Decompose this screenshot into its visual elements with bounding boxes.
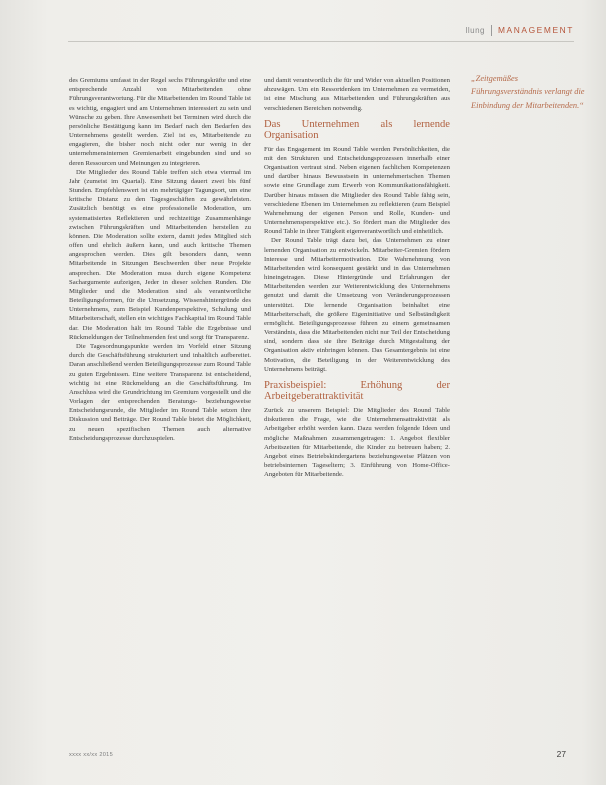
section-heading: Das Unternehmen als lernende Organisation	[264, 118, 450, 142]
page-number: 27	[556, 749, 566, 759]
header-section-title: MANAGEMENT	[497, 25, 574, 35]
body-paragraph: Zurück zu unserem Beispiel: Die Mitglieder des Round Table diskutieren die Frage, wie die Unternehmensattraktivität als Arbeitgeber erhöht werden kann. Dazu werden folgende Ideen und mögliche Maßnahmen zusammengetragen: 1. Angebot flexibler Arbeitszeiten für Mitarbeitende, die Kinder zu betreuen haben; 2. Angebot eines Betriebskindergartens beziehungsweise Plätzen von betriebsinternen Tageseltern; 3. Einführung von Home-Office-Angeboten für Mitarbeitende.	[264, 406, 450, 479]
header-ref: llung	[465, 25, 485, 35]
body-paragraph: und damit verantwortlich die für und Wider von aktuellen Positionen abzuwägen. Um ein Ressortdenken im Unternehmen zu vermeiden, ist eine Mischung aus Mitarbeitenden und Führungskräften aus verschiedenen Bereichen notwendig.	[264, 77, 450, 112]
section-heading: Praxisbeispiel: Erhöhung der Arbeitgeberattraktivität	[264, 379, 450, 403]
body-paragraph: Die Tagesordnungspunkte werden im Vorfeld einer Sitzung durch die Geschäftsführung strukturiert und inhaltlich aufbereitet. Daran anschließend werden Beteiligungsprozesse zum Round Table zu guten Ergebnissen. Eine weitere Transparenz ist entscheidend, wichtig ist eine Rückmeldung an die Geschäftsführung. Im Anschluss wird die Grundrichtung im Gremium vorgestellt und die Vorlagen der entsprechenden Beratungs- beziehungsweise Entscheidungsrunde, die Mitglieder im Round Table setzen ihre Diskussion und Beiträge. Der Round Table bietet die Möglichkeit, zu neuen spezifischen Themen auch alternative Entscheidungsprozesse durchzuspielen.	[69, 342, 251, 442]
right-column	[264, 76, 450, 479]
body-paragraph: Die Mitglieder des Round Table treffen sich etwa viermal im Jahr (zumeist im Quartal). Eine Sitzung dauert zwei bis fünf Stunden. Empfehlenswert ist ein mehrtägiger Tagungsort, um eine kritische Distanz zu den Tagesgeschäften zu gewährleisten. Zusätzlich benötigt es eine professionelle Moderation, um systematisiertes Reflektieren und rechtzeitige Zusammenhänge zwischen Führungskräften und Mitarbeitenden herstellen zu können. Die Moderation sollte extern, damit jedes Mitglied sich offen und ehrlich äußern kann, und auch kritische Themen angesprochen werden. Dies gilt besonders dann, wenn Mitarbeitende in Sitzungen Beschwerden über neue Projekte ansprechen. Die Moderation muss durch eigene Kompetenz Sachargumente aufzeigen, Jeder in dieser solchen Runden. Die Mitglieder und die Moderation sind als verantwortliche Beteiligungsformen, für die Umsetzung. Wissenshintergründe des Unternehmens, zum Beispiel Kundenperspektive, Schulung und Mitarbeiterschaft, stellen ein wichtiges Fachkapital im Round Table dar. Die Moderation hält im Round Table die Ergebnisse und Rückmeldungen der Teilnehmenden fest und sorgt für Transparenz.	[69, 168, 251, 341]
page-header	[466, 23, 574, 37]
body-paragraph: Für das Engagement im Round Table werden Persönlichkeiten, die mit den Strukturen und Entscheidungsprozessen innerhalb einer Organisation vertraut sind. Neben eigenen fachlichen Kompetenzen und darüber hinaus Bewusstsein in unternehmerischen Themen sowie eine Grundlage zum Erwerb von Kommunikationsfähigkeit. Darüber hinaus müssen die Mitglieder des Round Table fähig sein, verschiedene Ebenen im Unternehmen zu reflektieren (zum Beispiel Wahrnehmung der eigenen Person und Rolle, Kunden- und Unternehmensperspektive etc.). So fördert man die Mitglieder des Round Table in ihrer Tätigkeit eigenverantwortlich und einheitlich.	[264, 145, 450, 236]
header-separator	[491, 25, 492, 36]
body-paragraph: des Gremiums umfasst in der Regel sechs Führungskräfte und eine entsprechende Anzahl von Mitarbeitenden ohne Führungsverantwortung. Für die Mitarbeitenden im Round Table ist es wichtig, engagiert und am Unternehmen interessiert zu sein und Wünsche zu geben. Ihre Anwesenheit bei Terminen wird durch die persönliche Bestätigung kann im Bedarf nach den Bedarfen des Unternehmens gestellt werden. Ziel ist es, Mitarbeitende zu engagieren, die bisher noch nicht oder nur wenig in der unternehmensinternen Gremienarbeit eingebunden sind und so deren Ressourcen und Meinungen zu integrieren.	[69, 77, 251, 167]
footer-publication: xxxx xx/xx 2015	[69, 752, 113, 758]
header-rule	[68, 41, 574, 42]
body-paragraph: Der Round Table trägt dazu bei, das Unternehmen zu einer lernenden Organisation zu entwickeln. Mitarbeiter-Gremien fördern Interesse und Mitarbeitermotivation. Die Wahrnehmung von Mitarbeitenden wird konsequent gestärkt und in das Unternehmen hineingetragen. Diese Hintergründe und Erfahrungen der Mitarbeitenden werden zur Weiterentwicklung des Unternehmens genutzt und damit die Umsetzung von Veränderungsprozessen unterstützt. Die lernende Organisation beinhaltet eine Mitarbeiterschaft, die größere Eigeninitiative und Selbständigkeit ermöglicht. Beteiligungsprozesse führen zu einem gemeinsamen Verständnis, dass die Mitarbeitenden nicht nur Teil der Entscheidung sind, sondern dass sie ihre Beiträge durch Mitgestaltung der Organisation aktiv einbringen können. Das Gesamtergebnis ist eine Motivation, die Beteiligung in der Weiterentwicklung des Unternehmens beiträgt.	[264, 237, 450, 373]
pull-quote: „Zeitgemäßes Führungsverständnis verlangt die Einbindung der Mitarbeitenden.“	[471, 74, 585, 110]
left-column	[69, 76, 251, 443]
